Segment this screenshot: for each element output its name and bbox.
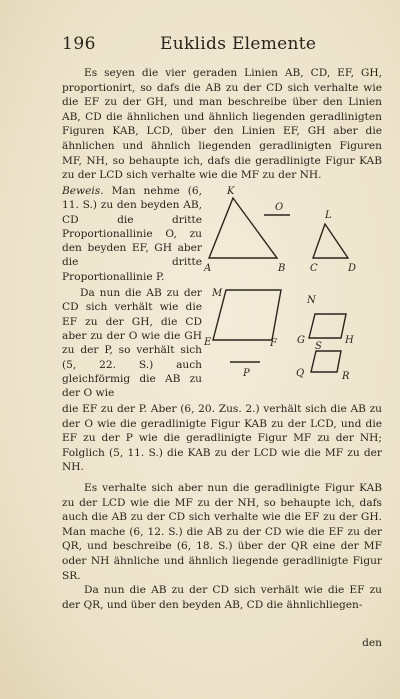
proof-text: Man nehme (6, 11. S.) zu den beyden AB, CD die dritte Proportionallinie O, zu den beyden EF, GH aber die dritte Proportionallinie P. [62, 185, 202, 283]
label-n: N [307, 295, 316, 306]
paragraph-3: Es verhalte sich aber nun die geradlinigte Figur KAB zu der LCD wie die MF zu der NH, so behaupte ich, dafs auch die AB zu der CD sich verhalte wie die EF zu der GH. Man mache (6, 12. S.) die AB zu der CD wie die EF zu der QR, und beschreibe (6, 18. S.) über der QR eine der MF oder NH ähnliche und ähnlich liegende geradlinigte Figur SR. [62, 482, 382, 582]
label-s: S [315, 341, 322, 352]
paragraph-1: Es seyen die vier geraden Linien AB, CD, EF, GH, proportionirt, so dafs die AB zu der CD sich verhalte wie die EF zu der GH, und man beschreibe über den Linien AB, CD die ähnlichen und ähnlich liegenden geradlinigten Figuren KAB, LCD, über den Linien EF, GH aber die ähnlichen und ähnlich liegenden geradlinigten Figuren MF, NH, so behaupte ich, dafs die geradlinigte Figur KAB zu der LCD sich verhalte wie die MF zu der NH. [62, 67, 382, 182]
label-d: D [348, 263, 357, 274]
label-r: R [342, 371, 350, 382]
paragraph-2-full: die EF zu der P. Aber (6, 20. Zus. 2.) verhält sich die AB zu der O wie die geradlinigte Figur KAB zu der LCD, und die EF zu der P wie die geradlinigte Figur MF zu der NH; Folglich (5, 11. S.) die KAB zu der LCD wie die MF zu der NH. [62, 403, 382, 474]
running-title: Euklids Elemente [160, 34, 317, 54]
paragraph-2-column: Da nun die AB zu der CD sich verhält wie die EF zu der GH, die CD aber zu der O wie die GH zu der P, so verhält sich (5, 22. S.) auch gleichförmig die AB zu der O wie [62, 287, 202, 400]
parallelogram-nh [309, 314, 346, 338]
label-l: L [325, 210, 332, 221]
proof-label: Beweis. [62, 185, 104, 197]
label-q: Q [296, 368, 305, 379]
label-p: P [243, 368, 250, 379]
label-f: F [270, 338, 277, 349]
catchword: den [362, 637, 382, 649]
page-number: 196 [62, 34, 96, 54]
label-k: K [227, 186, 235, 197]
parallelogram-sr [311, 351, 341, 372]
label-h: H [345, 335, 354, 346]
label-c: C [310, 263, 318, 274]
label-m: M [212, 288, 223, 299]
triangle-lcd [313, 224, 348, 258]
label-a: A [204, 263, 212, 274]
triangle-kab [209, 198, 277, 258]
label-g: G [297, 335, 305, 346]
paragraph-4: Da nun die AB zu der CD sich verhält wie die EF zu der QR, und über den beyden AB, CD die ähnlichliegen- [62, 584, 382, 611]
parallelogram-mf [213, 290, 281, 340]
label-e: E [204, 337, 212, 348]
label-o: O [275, 202, 284, 213]
label-b: B [278, 263, 286, 274]
